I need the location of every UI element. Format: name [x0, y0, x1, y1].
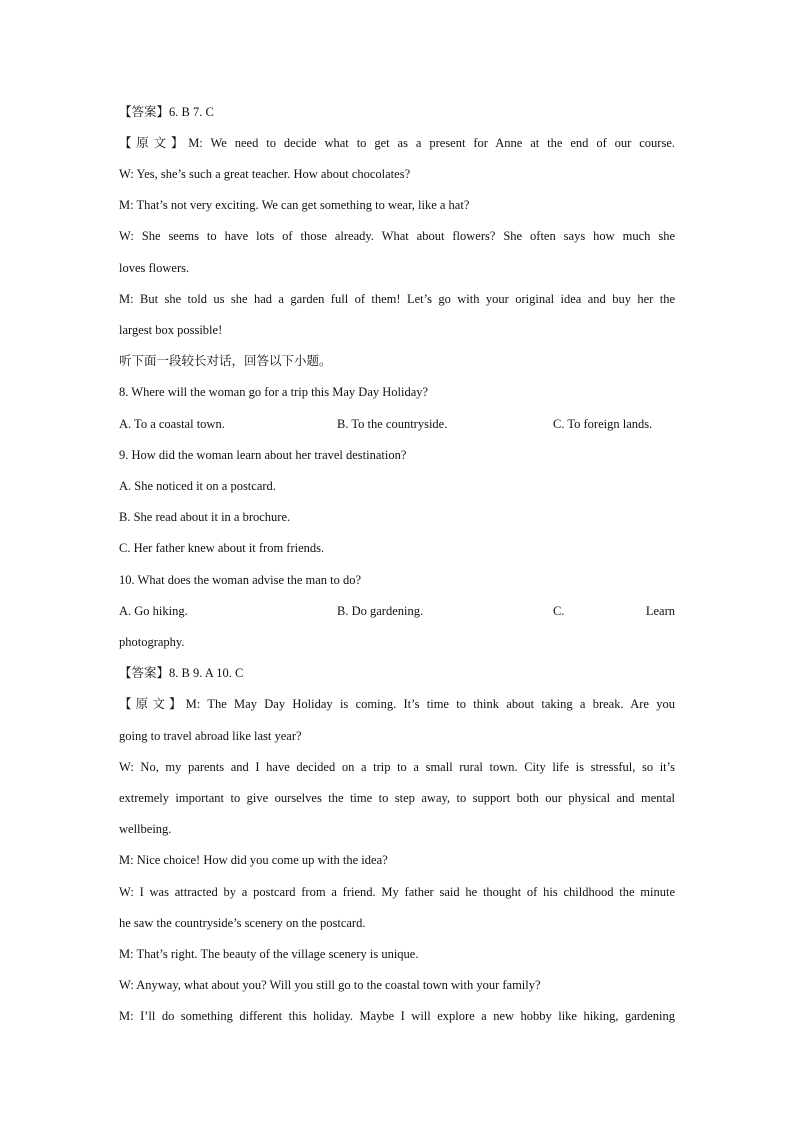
option-c-continued: photography. [119, 635, 185, 649]
option-b: B. To the countryside. [337, 417, 448, 431]
transcript-line: largest box possible! [119, 323, 223, 337]
question-8: 8. Where will the woman go for a trip this May Day Holiday? [119, 385, 429, 399]
transcript-line: M: But she told us she had a garden full of them! Let’s go with your original idea and buy her the [119, 292, 675, 306]
section-instruction: 听下面一段较长对话，回答以下小题。 [119, 354, 332, 368]
transcript-line: W: Yes, she’s such a great teacher. How about chocolates? [119, 167, 411, 181]
transcript-line: wellbeing. [119, 822, 172, 836]
answer-key-8-10: 【答案】8. B 9. A 10. C [119, 666, 244, 680]
transcript-line: 【原文】M: The May Day Holiday is coming. It’s time to think about taking a break. Are you [119, 697, 675, 711]
option-a: A. She noticed it on a postcard. [119, 479, 276, 493]
answer-key-6-7: 【答案】6. B 7. C [119, 105, 214, 119]
option-c-letter: C. [553, 604, 565, 618]
question-10: 10. What does the woman advise the man to do? [119, 573, 362, 587]
option-a: A. Go hiking. [119, 604, 188, 618]
transcript-line: W: Anyway, what about you? Will you still go to the coastal town with your family? [119, 978, 541, 992]
transcript-line: W: No, my parents and I have decided on a trip to a small rural town. City life is stressful, so it’s [119, 760, 675, 774]
option-b: B. She read about it in a brochure. [119, 510, 291, 524]
option-a: A. To a coastal town. [119, 417, 225, 431]
option-c: C. Her father knew about it from friends. [119, 541, 325, 555]
transcript-line: loves flowers. [119, 261, 190, 275]
transcript-line: W: She seems to have lots of those already. What about flowers? She often says how much she [119, 229, 675, 243]
transcript-line: W: I was attracted by a postcard from a friend. My father said he thought of his childhood the minute [119, 885, 675, 899]
transcript-line: he saw the countryside’s scenery on the postcard. [119, 916, 366, 930]
transcript-line: 【原文】M: We need to decide what to get as a present for Anne at the end of our course. [119, 136, 675, 150]
option-b: B. Do gardening. [337, 604, 424, 618]
option-c: C. To foreign lands. [553, 417, 653, 431]
transcript-line: M: That’s right. The beauty of the village scenery is unique. [119, 947, 419, 961]
transcript-line: M: Nice choice! How did you come up with the idea? [119, 853, 388, 867]
transcript-line: going to travel abroad like last year? [119, 729, 302, 743]
transcript-line: extremely important to give ourselves the time to step away, to support both our physical and mental [119, 791, 675, 805]
option-c-word: Learn [645, 604, 675, 618]
transcript-line: M: I’ll do something different this holiday. Maybe I will explore a new hobby like hiking, gardening [119, 1009, 675, 1023]
transcript-line: M: That’s not very exciting. We can get something to wear, like a hat? [119, 198, 470, 212]
question-9: 9. How did the woman learn about her travel destination? [119, 448, 407, 462]
